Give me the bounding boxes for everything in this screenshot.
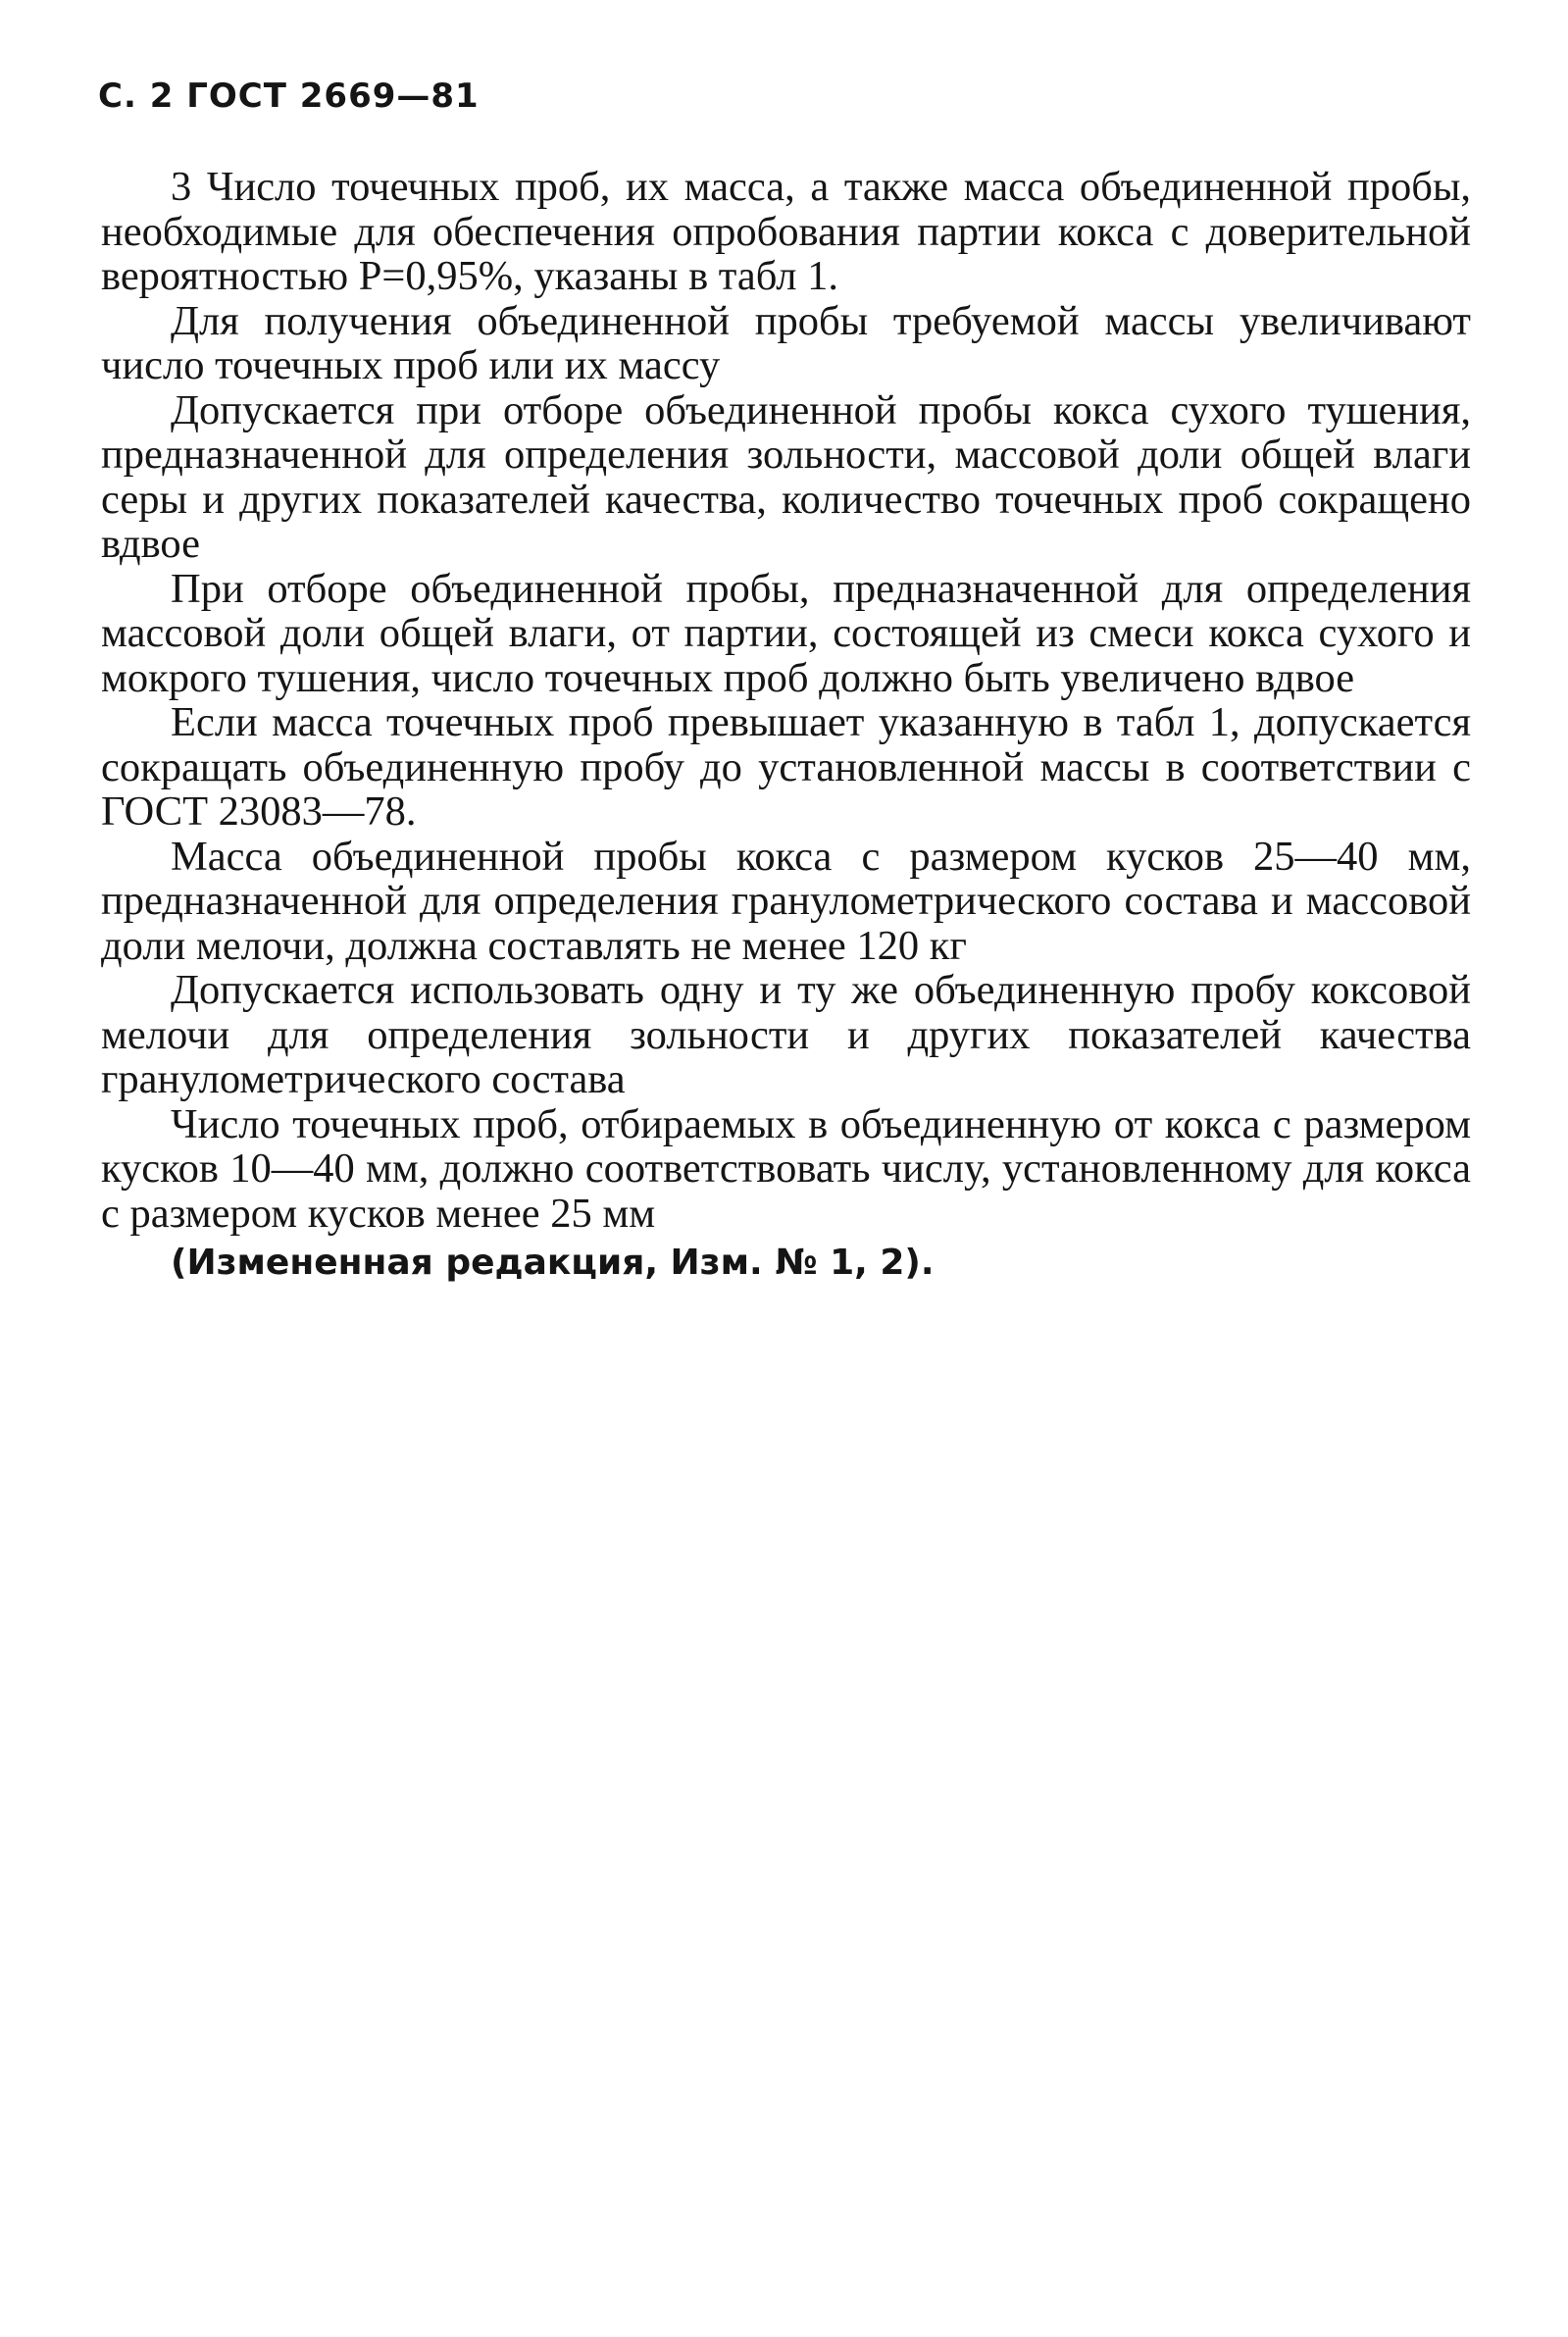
paragraph-mass-reduction: Если масса точечных проб превышает указанную в табл 1, допускается сокращать объединенную пробу до установленной массы в соответствии с ГОСТ 23083—78. [101, 699, 1471, 835]
paragraph-dry-quenching: Допускается при отборе объединенной пробы кокса сухого тушения, предназначенной для определения зольности, массовой доли общей влаги серы и других показателей качества, количество точечных проб сокращено вдвое [101, 386, 1471, 567]
paragraph-moisture-mix: При отборе объединенной пробы, предназначенной для определения массовой доли общей влаги, от партии, состоящей из смеси кокса сухого и мокрого тушения, число точечных проб должно быть увеличено вдвое [101, 565, 1471, 701]
paragraph-piece-size: Число точечных проб, отбираемых в объединенную от кокса с размером кусков 10—40 мм, должно соответствовать числу, установленному для кокса с размером кусков менее 25 мм [101, 1100, 1471, 1237]
paragraph-coke-fines: Допускается использовать одну и ту же объединенную пробу коксовой мелочи для определения зольности и других показателей качества гранулометрического состава [101, 967, 1471, 1102]
paragraph-granulometric-mass: Масса объединенной пробы кокса с размером кусков 25—40 мм, предназначенной для определения гранулометрического состава и массовой доли мелочи, должна составлять не менее 120 кг [101, 833, 1471, 969]
page-header: С. 2 ГОСТ 2669—81 [98, 76, 480, 116]
paragraph-increase-mass: Для получения объединенной пробы требуемой массы увеличивают число точечных проб или их массу [101, 297, 1471, 388]
document-body [101, 165, 1471, 1288]
amendment-note: (Измененная редакция, Изм. № 1, 2). [171, 1243, 935, 1283]
paragraph-sample-count: 3 Число точечных проб, их масса, а также масса объединенной пробы, необходимые для обеспечения опробования партии кокса с доверительной вероятностью P=0,95%, указаны в табл 1. [101, 164, 1471, 299]
